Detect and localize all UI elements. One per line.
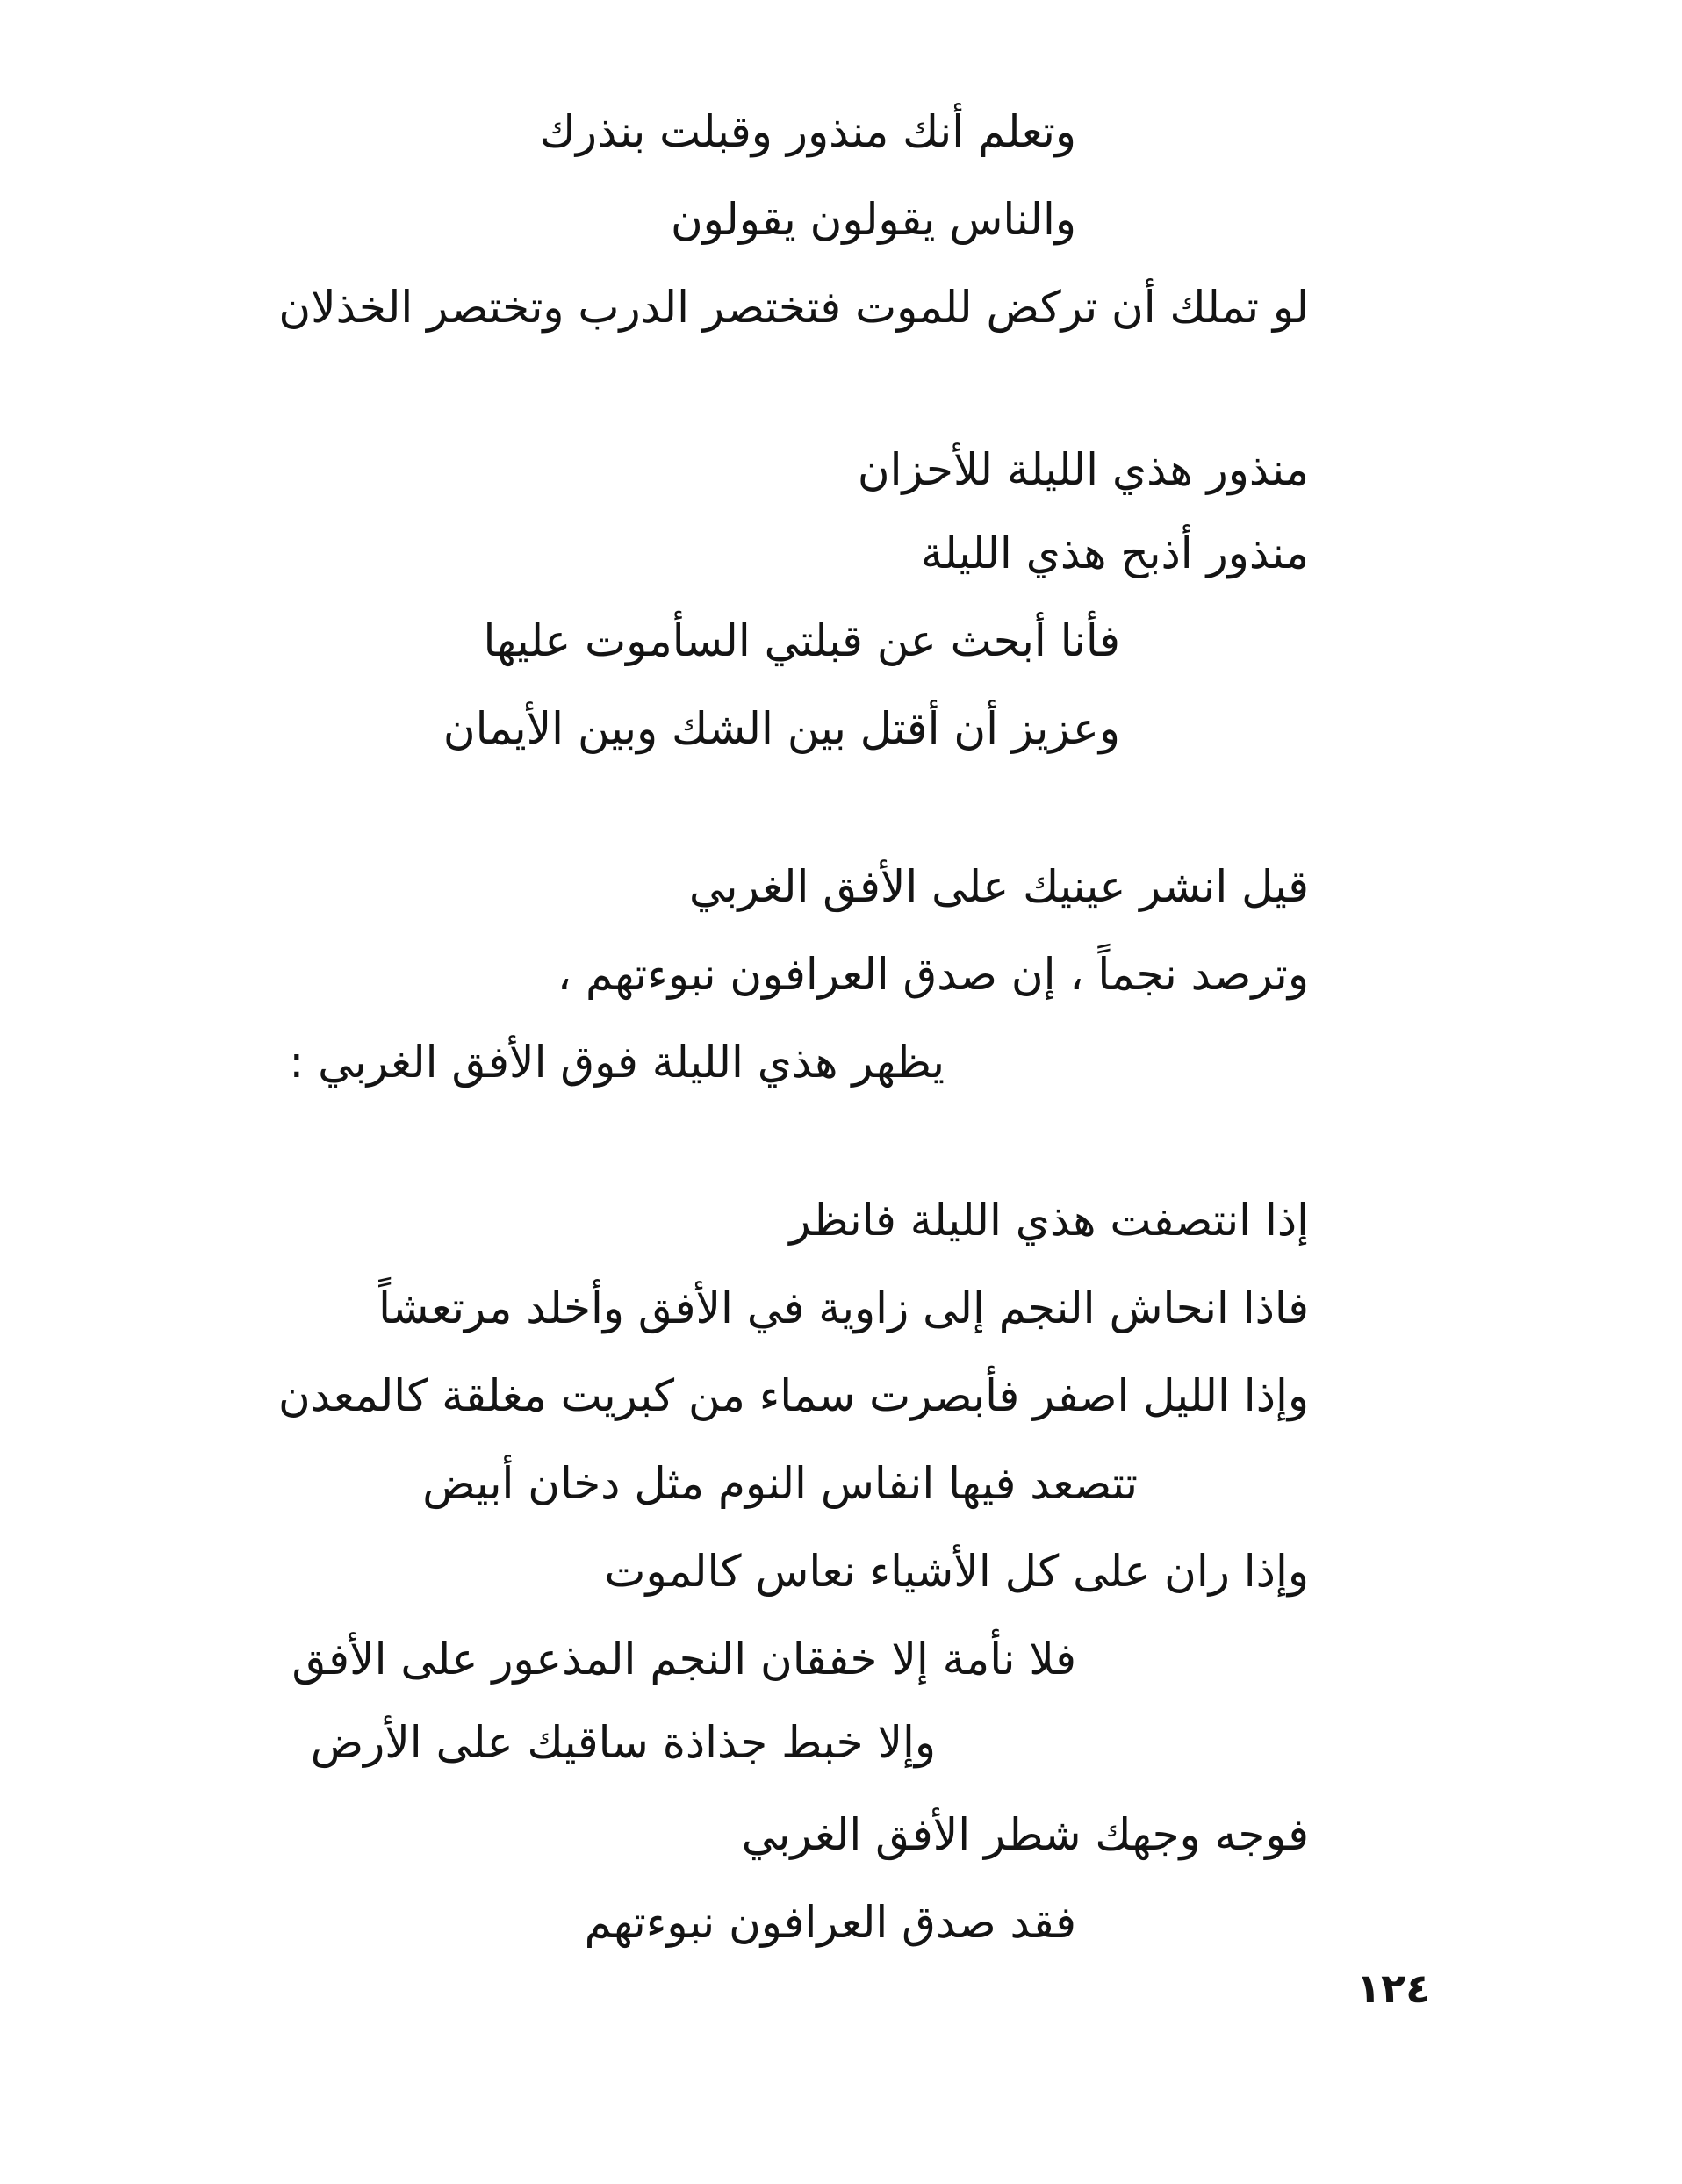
- poem-line: يظهر هذي الليلة فوق الأفق الغربي :: [289, 1037, 945, 1088]
- poem-line: تتصعد فيها انفاس النوم مثل دخان أبيض: [422, 1458, 1138, 1509]
- poem-line: إذا انتصفت هذي الليلة فانظر: [789, 1195, 1309, 1246]
- poem-line: وإذا الليل اصفر فأبصرت سماء من كبريت مغلقة كالمعدن: [278, 1370, 1309, 1421]
- poem-line: فلا نأمة إلا خفقان النجم المذعور على الأفق: [291, 1634, 1076, 1685]
- poem-line: وتعلم أنك منذور وقبلت بنذرك: [539, 106, 1076, 157]
- poem-line: قيل انشر عينيك على الأفق الغربي: [688, 861, 1309, 912]
- poem-line: وعزيز أن أقتل بين الشك وبين الأيمان: [442, 703, 1120, 754]
- poem-line: لو تملك أن تركض للموت فتختصر الدرب وتختصر الخذلان: [278, 282, 1309, 333]
- poem-line: فاذا انحاش النجم إلى زاوية في الأفق وأخلد مرتعشاً: [378, 1282, 1309, 1333]
- poem-line: فقد صدق العرافون نبوءتهم: [584, 1897, 1076, 1948]
- page-number: ١٢٤: [1356, 1965, 1431, 2012]
- poem-line: وترصد نجماً ، إن صدق العرافون نبوءتهم ،: [557, 949, 1309, 1000]
- poem-line: وإذا ران على كل الأشياء نعاس كالموت: [604, 1546, 1309, 1597]
- poem-line: منذور أذبح هذي الليلة: [920, 528, 1309, 578]
- poem-line: والناس يقولون يقولون: [670, 194, 1076, 245]
- poem-line: منذور هذي الليلة للأحزان: [857, 444, 1309, 495]
- poem-line: فوجه وجهك شطر الأفق الغربي: [741, 1809, 1309, 1860]
- poem-line: وإلا خبط جذاذة ساقيك على الأرض: [310, 1717, 936, 1768]
- poem-line: فأنا أبحث عن قبلتي السأموت عليها: [483, 615, 1120, 666]
